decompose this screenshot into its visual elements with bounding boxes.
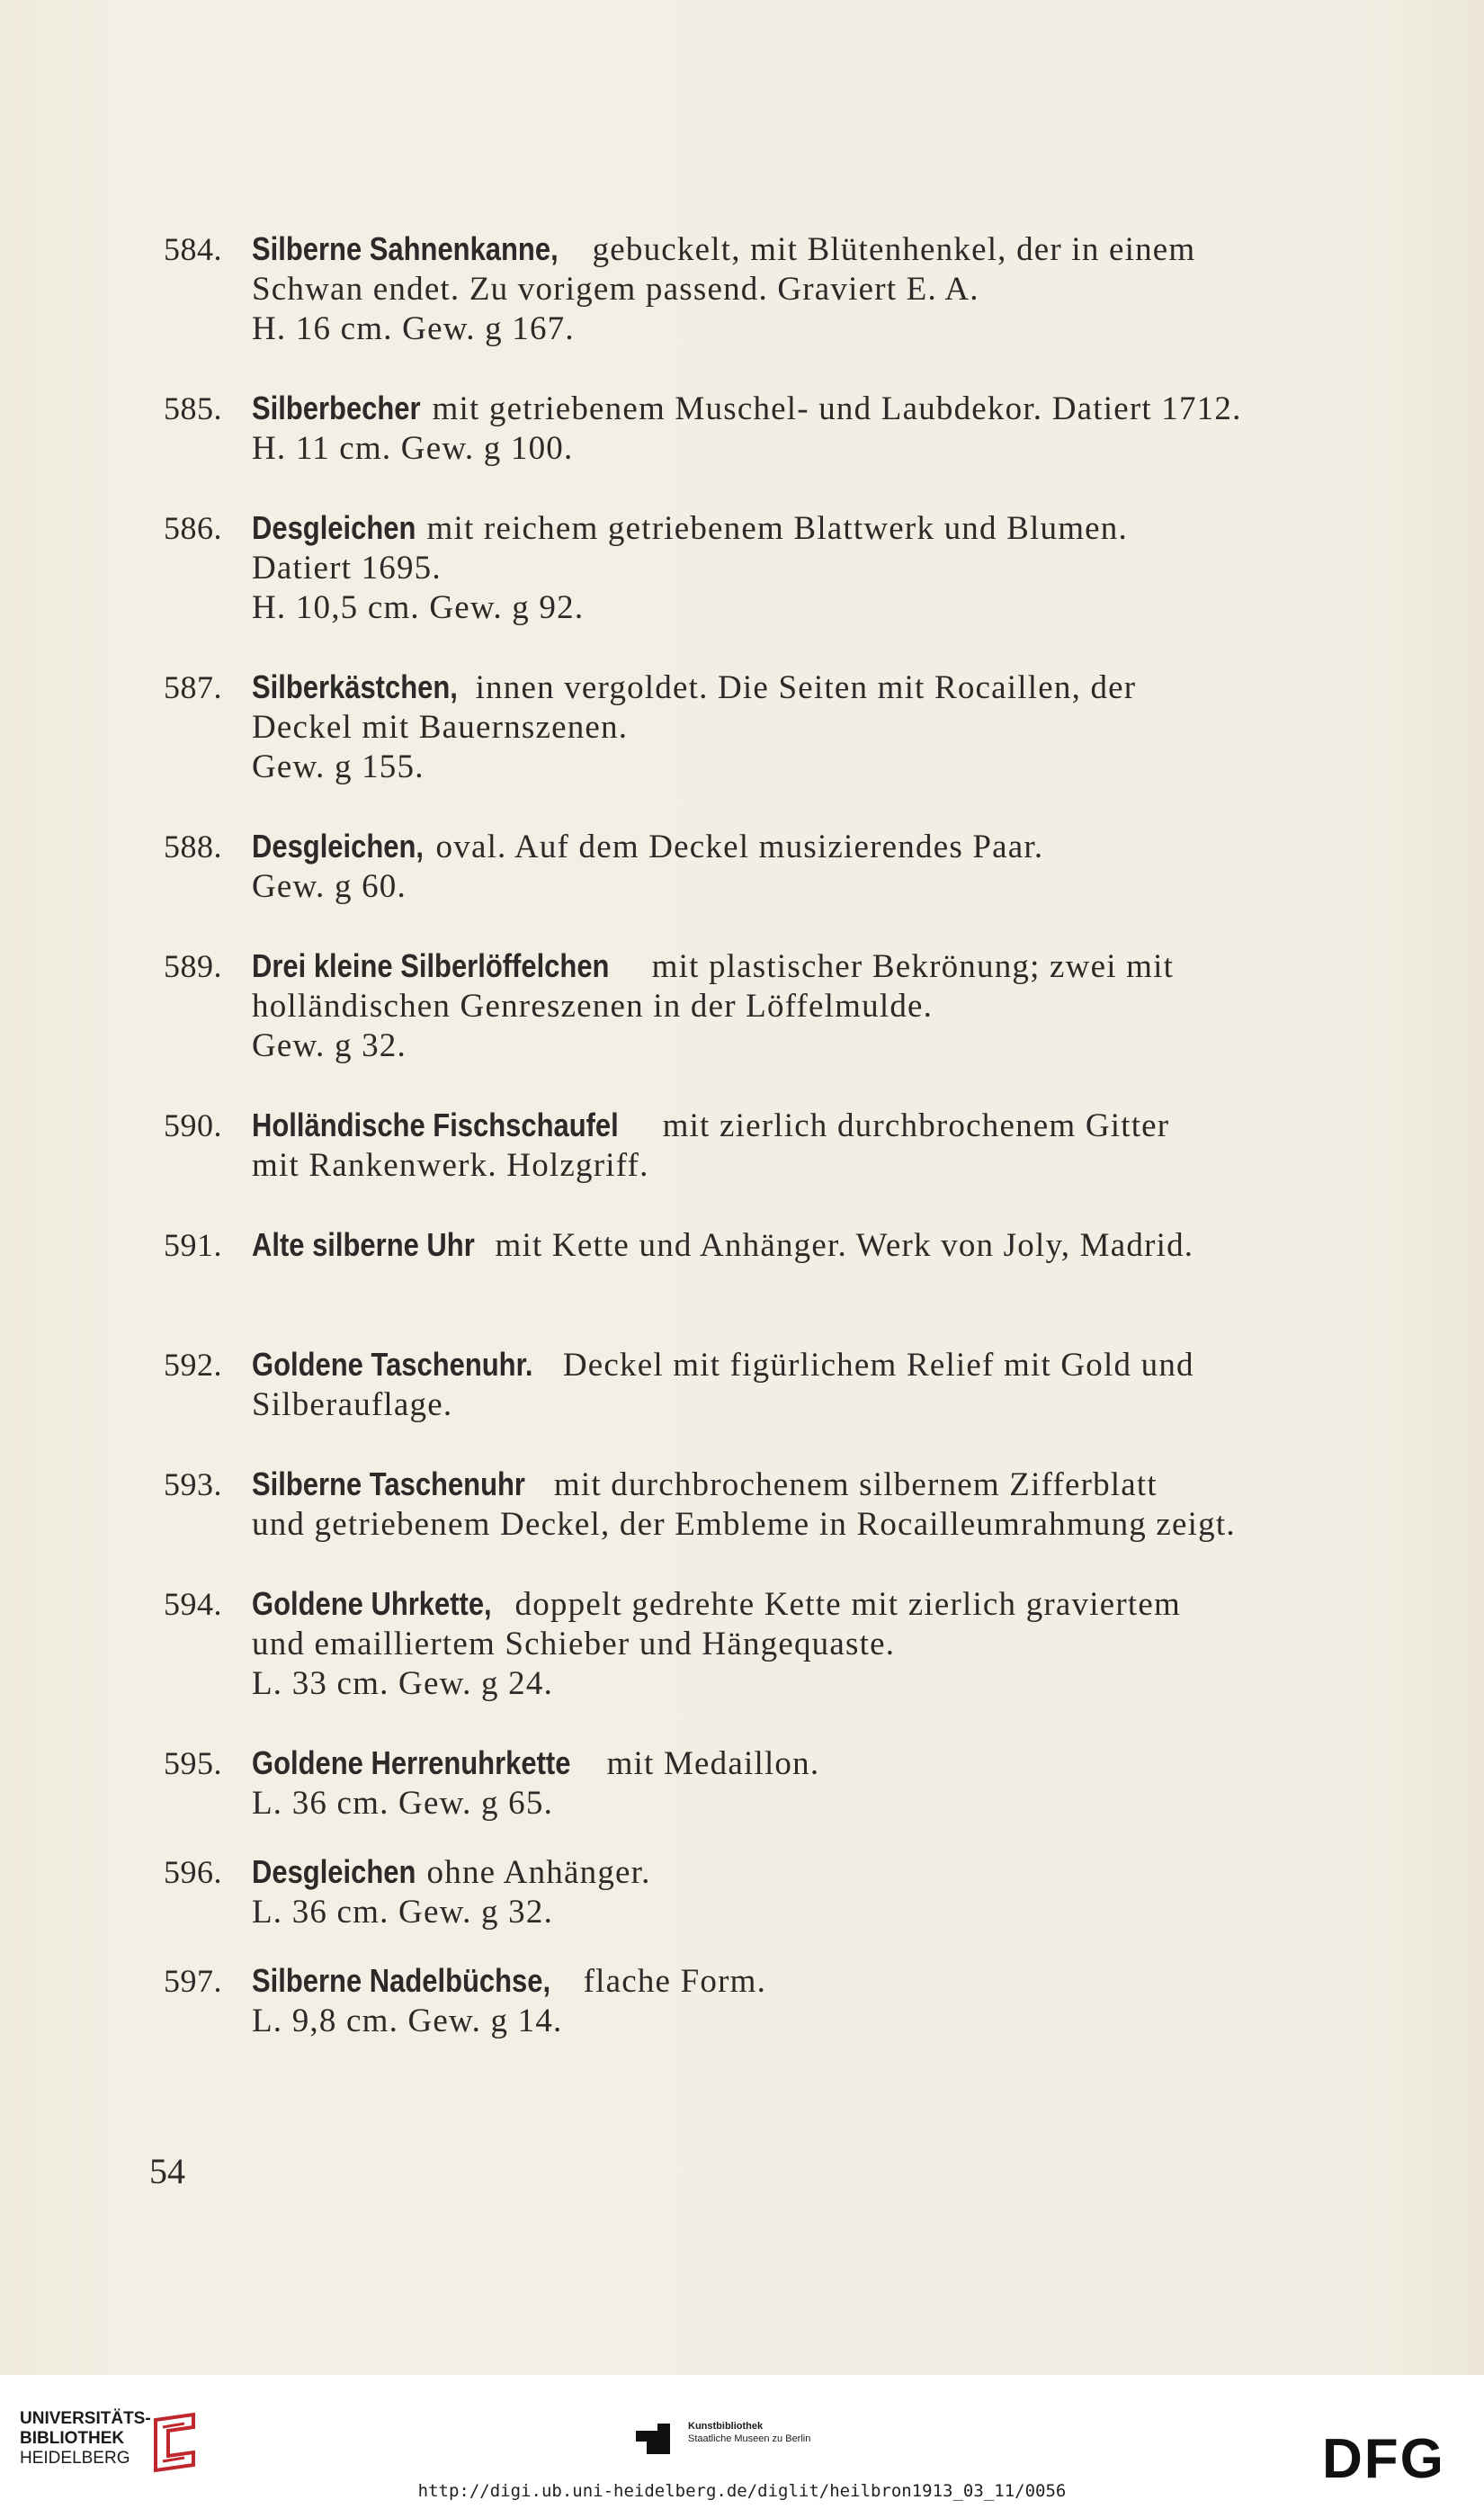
entry-text-line: mit reichem getriebenem Blattwerk und Blumen. [426,510,1128,547]
entry-dimensions: L. 33 cm. Gew. g 24. [252,1665,554,1702]
catalog-entry [153,389,1376,469]
entry-dimensions: Gew. g 60. [252,868,407,905]
entry-dimensions: Gew. g 155. [252,748,425,785]
catalog-entry [153,1345,1376,1425]
kunstbibliothek-name: Kunstbibliothek [688,2421,764,2432]
entry-number: 593. [164,1466,222,1502]
entry-number: 591. [164,1227,222,1263]
entry-text-line: mit plastischer Bekrönung; zwei mit [651,948,1175,985]
catalog-entries [153,229,1376,2041]
catalog-entry [153,229,1376,349]
catalog-entry [153,946,1376,1066]
entry-text-line: mit Rankenwerk. Holzgriff. [252,1147,649,1184]
entry-text-line: mit getriebenem Muschel- und Laubdekor. Datiert 1712. [432,390,1242,427]
entry-number: 587. [164,669,222,705]
entry-text-line: mit Kette und Anhänger. Werk von Joly, Madrid. [495,1227,1194,1264]
entry-dimensions: H. 11 cm. Gew. g 100. [252,430,574,467]
entry-title: Goldene Uhrkette, [252,1585,492,1622]
entry-title: Alte silberne Uhr [252,1226,475,1263]
entry-text-line: und getriebenem Deckel, der Embleme in Rocailleumrahmung zeigt. [252,1506,1236,1543]
entry-title: Silberbecher [252,390,421,426]
entry-title: Silberkästchen, [252,668,458,705]
university-logo-line: UNIVERSITÄTS- [20,2409,151,2428]
entry-dimensions: L. 36 cm. Gew. g 32. [252,1894,554,1931]
entry-text-line: Deckel mit figürlichem Relief mit Gold und [562,1347,1194,1384]
entry-title: Goldene Herrenuhrkette [252,1744,571,1781]
catalog-entry [153,668,1376,787]
entry-text-line: Datiert 1695. [252,550,442,587]
entry-text-line: Schwan endet. Zu vorigem passend. Graviert E. A. [252,271,979,308]
university-logo-line: HEIDELBERG [20,2449,130,2468]
entry-title: Silberne Taschenuhr [252,1465,525,1502]
entry-dimensions: L. 9,8 cm. Gew. g 14. [252,2003,563,2039]
catalog-entry [153,1852,1376,1932]
entry-dimensions: L. 36 cm. Gew. g 65. [252,1785,554,1822]
entry-title: Drei kleine Silberlöffelchen [252,947,610,984]
university-library-logo[interactable] [20,2409,151,2469]
university-logo-line: BIBLIOTHEK [20,2429,125,2448]
entry-number: 584. [164,231,222,267]
catalog-entry [153,1465,1376,1545]
entry-text-line: flache Form. [583,1963,767,2000]
catalog-entry [153,1961,1376,2041]
entry-text-line: mit Medaillon. [606,1745,820,1782]
dfg-logo[interactable]: DFG [1322,2428,1445,2490]
catalog-entry [153,1225,1376,1266]
entry-text-line: mit zierlich durchbrochenem Gitter [662,1107,1170,1144]
footer-bar [0,2375,1484,2509]
entry-number: 595. [164,1745,222,1781]
entry-number: 597. [164,1963,222,1999]
kunstbibliothek-subtitle: Staatliche Museen zu Berlin [688,2433,811,2444]
page-number: 54 [149,2151,185,2191]
entry-number: 588. [164,829,222,865]
entry-text-line: innen vergoldet. Die Seiten mit Rocaillen, der [475,669,1137,706]
entry-text-line: oval. Auf dem Deckel musizierendes Paar. [435,829,1044,865]
entry-text-line: holländischen Genreszenen in der Löffelmulde. [252,988,934,1025]
entry-text-line: Silberauflage. [252,1386,453,1423]
entry-title: Desgleichen [252,509,416,546]
entry-number: 585. [164,390,222,426]
entry-text-line: Deckel mit Bauernszenen. [252,709,629,746]
entry-dimensions: H. 10,5 cm. Gew. g 92. [252,589,585,626]
entry-text-line: doppelt gedrehte Kette mit zierlich graviertem [514,1586,1181,1623]
kunstbibliothek-logo[interactable] [688,2420,810,2445]
entry-text-line: gebuckelt, mit Blütenhenkel, der in einem [592,231,1196,268]
entry-number: 592. [164,1347,222,1383]
entry-number: 590. [164,1107,222,1143]
catalog-entry [153,827,1376,907]
entry-text-line: ohne Anhänger. [426,1854,651,1891]
kunstbibliothek-logo-icon [634,2422,672,2456]
entry-title: Goldene Taschenuhr. [252,1346,533,1383]
source-url[interactable]: http://digi.ub.uni-heidelberg.de/diglit/heilbron1913_03_11/0056 [417,2481,1067,2501]
entry-dimensions: Gew. g 32. [252,1027,407,1064]
entry-title: Desgleichen [252,1853,416,1890]
entry-number: 596. [164,1854,222,1890]
catalog-entry [153,1743,1376,1824]
entry-title: Silberne Sahnenkanne, [252,230,559,267]
entry-number: 594. [164,1586,222,1622]
catalog-entry [153,1584,1376,1704]
entry-text-line: mit durchbrochenem silbernem Zifferblatt [553,1466,1158,1503]
entry-number: 589. [164,948,222,984]
entry-title: Silberne Nadelbüchse, [252,1962,551,1999]
entry-number: 586. [164,510,222,546]
entry-title: Holländische Fischschaufel [252,1107,619,1143]
entry-text-line: und emailliertem Schieber und Hängequaste. [252,1626,896,1662]
catalog-entry [153,1106,1376,1186]
catalog-entry [153,508,1376,628]
entry-title: Desgleichen, [252,828,425,865]
university-emblem-icon [148,2411,201,2474]
entry-dimensions: H. 16 cm. Gew. g 167. [252,310,575,347]
